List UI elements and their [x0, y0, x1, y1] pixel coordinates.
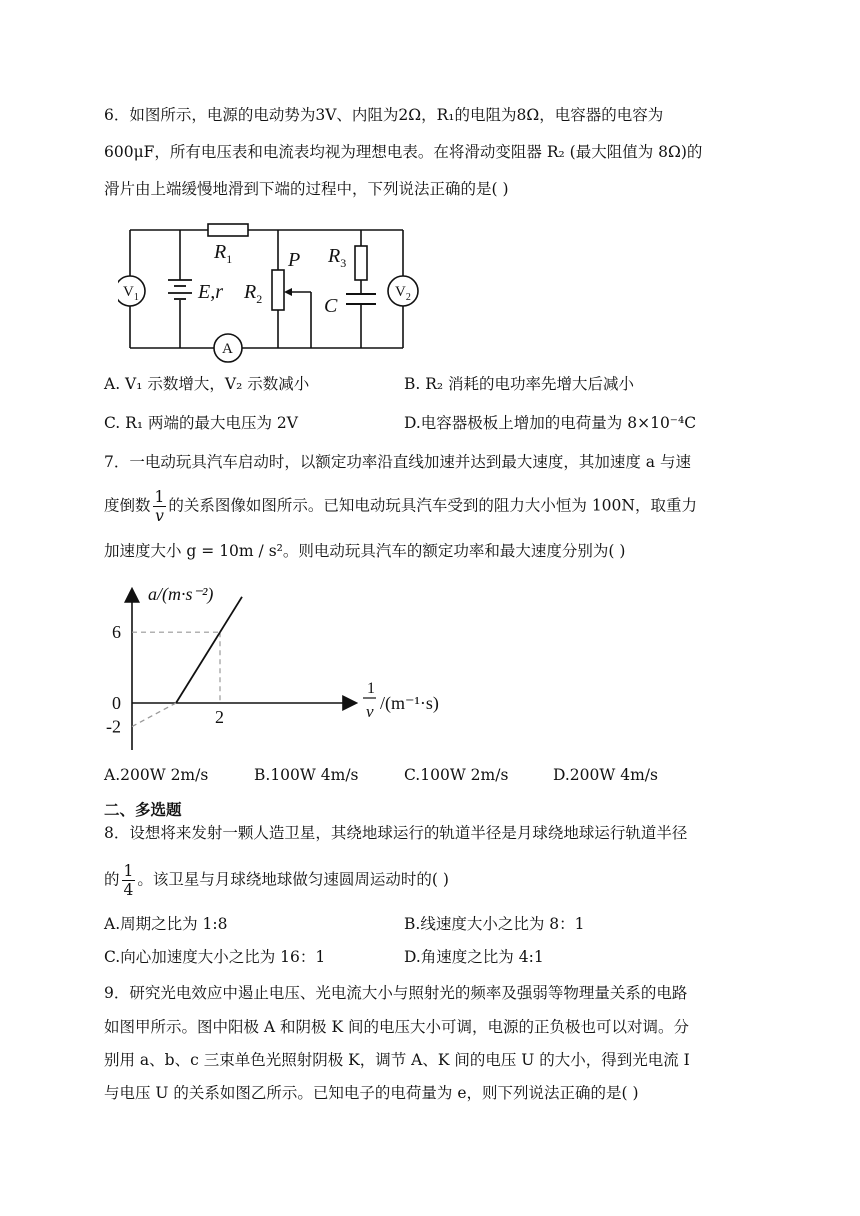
r3-resistor: [355, 246, 367, 280]
q8-line1: 8．设想将来发射一颗人造卫星，其绕地球运行的轨道半径是月球绕地球运行轨道半径: [104, 824, 688, 842]
v1-label: V: [123, 284, 134, 300]
a-label: A: [222, 341, 233, 357]
capacitor: [346, 294, 376, 304]
c-label: C: [324, 295, 338, 317]
q8-option-b: B.线速度大小之比为 8：1: [404, 915, 585, 933]
svg-text:V1: $V_1$: [123, 284, 139, 303]
r1-label: $R_1$: [214, 241, 233, 266]
circuit-diagram: [118, 218, 448, 368]
q8-line2: 的 $\frac{1}{4}$ 。该卫星与月球绕地球做匀速圆周运动时的( ): [104, 862, 449, 899]
q6-option-b: B. R₂ 消耗的电功率先增大后减小: [404, 375, 635, 393]
q6-option-c: C. R₁ 两端的最大电压为 2V: [104, 414, 298, 432]
q7-line3: 加速度大小 g = 10m / s²。则电动玩具汽车的额定功率和最大速度分别为( ): [104, 542, 626, 560]
y-tick-label-2: -2: [106, 716, 121, 737]
q8-option-d: D.角速度之比为 4:1: [404, 948, 544, 966]
source-label: E,r: [198, 281, 223, 303]
q6-option-a: A. V₁ 示数增大，V₂ 示数减小: [104, 375, 310, 393]
x-axis-label-num: 1: [367, 680, 375, 697]
q7-option-b: B.100W 4m/s: [254, 766, 359, 784]
series-0-segment-0: [176, 632, 220, 703]
r2-rheostat: [272, 270, 284, 310]
r3-label: $R_3$: [328, 245, 347, 270]
q7-line1: 7．一电动玩具汽车启动时，以额定功率沿直线加速并达到最大速度，其加速度 a 与速: [104, 453, 691, 471]
x-tick-label-0: 2: [215, 707, 224, 727]
v2-label: V: [395, 284, 406, 300]
q9-line2: 如图甲所示。图中阳极 A 和阴极 K 间的电压大小可调，电源的正负极也可以对调。分: [104, 1018, 689, 1036]
q9-line1: 9．研究光电效应中遏止电压、光电流大小与照射光的频率及强弱等物理量关系的电路: [104, 984, 688, 1002]
q6-line1: 6．如图所示，电源的电动势为3V、内阻为2Ω，R₁的电阻为8Ω，电容器的电容为: [104, 106, 664, 124]
section-title: 二、多选题: [104, 801, 182, 819]
svg-text:V2: $V_2$: [395, 284, 411, 303]
q7-option-a: A.200W 2m/s: [104, 766, 209, 784]
y-tick-label-0: 6: [112, 622, 121, 643]
q7-option-d: D.200W 4m/s: [553, 766, 658, 784]
p-label: P: [288, 249, 301, 271]
q7-line2: 度倒数 $\frac{1}{v}$ 的关系图像如图所示。已知电动玩具汽车受到的阻力大小恒为 100N，取重力: [104, 488, 697, 525]
q9-line4: 与电压 U 的关系如图乙所示。已知电子的电荷量为 e，则下列说法正确的是( ): [104, 1084, 639, 1102]
q7-option-c: C.100W 2m/s: [404, 766, 509, 784]
y-tick-label-1: 0: [112, 693, 121, 713]
q8-option-a: A.周期之比为 1:8: [104, 915, 228, 933]
q8-option-c: C.向心加速度大小之比为 16：1: [104, 948, 326, 966]
q6-line3: 滑片由上端缓慢地滑到下端的过程中，下列说法正确的是( ): [104, 180, 509, 198]
q6-option-d: D.电容器极板上增加的电荷量为 8×10⁻⁴C: [404, 414, 697, 432]
x-axis-label-unit: /(m⁻¹·s): [380, 693, 439, 713]
battery: [168, 280, 192, 299]
series-1-segment-0: [132, 703, 176, 727]
y-axis-label: a/(m·s⁻²): [148, 584, 214, 604]
r2-label: $R_2$: [244, 281, 263, 306]
q9-line3: 别用 a、b、c 三束单色光照射阴极 K，调节 A、K 间的电压 U 的大小，得到光电流 I: [104, 1051, 690, 1069]
x-axis-label-den: v: [366, 702, 374, 721]
series-0-segment-1: [220, 597, 242, 632]
r1-resistor: [208, 224, 248, 236]
q6-line2: 600μF，所有电压表和电流表均视为理想电表。在将滑动变阻器 R₂ (最大阻值为 8Ω)的: [104, 143, 703, 161]
acceleration-chart: [100, 572, 480, 757]
